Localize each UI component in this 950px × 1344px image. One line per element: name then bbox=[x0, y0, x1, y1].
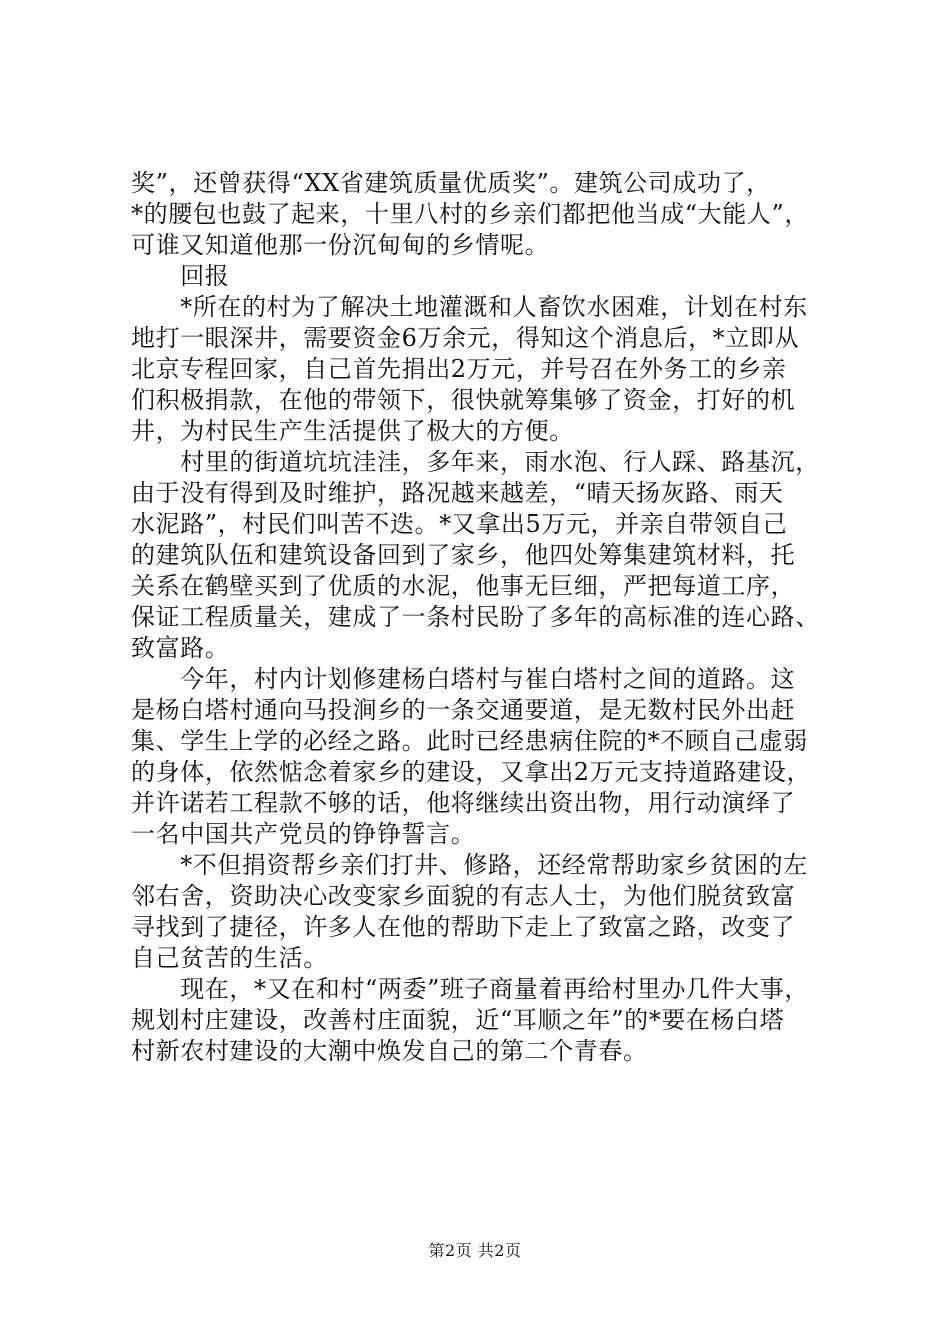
paragraph-well: *所在的村为了解决土地灌溉和人畜饮水困难，计划在村东 地打一眼深井，需要资金6万余元，得知这个消息后，*立即从 北京专程回家，自己首先捐出2万元，并号召在外务工的乡亲 们积极捐款，在他的带领下，很快就筹集够了资金，打好的机 井，为村民生产生活提供了极大的方便。 bbox=[131, 293, 808, 445]
paragraph-helping-neighbors: *不但捐资帮乡亲们打井、修路，还经常帮助家乡贫困的左 邻右舍，资助决心改变家乡面貌的有志人士，为他们脱贫致富 寻找到了捷径，许多人在他的帮助下走上了致富之路，改变了 自己贫苦的生活。 bbox=[131, 851, 808, 972]
paragraph-future-plans: 现在，*又在和村“两委”班子商量着再给村里办几件大事， 规划村庄建设，改善村庄面貌，近“耳顺之年”的*要在杨白塔 村新农村建设的大潮中焕发自己的第二个青春。 bbox=[131, 975, 809, 1065]
page-number-footer: 第2页 共2页 bbox=[428, 1241, 522, 1260]
paragraph-intro-continuation: 奖”，还曾获得“XX省建筑质量优质奖”。建筑公司成功了， *的腰包也鼓了起来，十里八村的乡亲们都把他当成“大能人”， 可谁又知道他那一份沉甸甸的乡情呢。 bbox=[131, 169, 809, 259]
document-body bbox=[131, 168, 846, 1067]
paragraph-new-road: 今年，村内计划修建杨白塔村与崔白塔村之间的道路。这 是杨白塔村通向马投涧乡的一条交通要道，是无数村民外出赶 集、学生上学的必经之路。此时已经患病住院的*不顾自己虚弱 的身体，依然惦念着家乡的建设，又拿出2万元支持道路建设， 并许诺若工程款不够的话，他将继续出资出物，用行动演绎了 一名中国共产党员的铮铮誓言。 bbox=[131, 665, 812, 848]
paragraph-street-road: 村里的街道坑坑洼洼，多年来，雨水泡、行人踩、路基沉， 由于没有得到及时维护，路况越来越差，“晴天扬灰路、雨天 水泥路”，村民们叫苦不迭。*又拿出5万元，并亲自带领自己 的建筑队伍和建筑设备回到了家乡，他四处筹集建筑材料，托 关系在鹤壁买到了优质的水泥，他事无巨细，严把每道工序， 保证工程质量关，建成了一条村民盼了多年的高标准的连心路、 致富路。 bbox=[131, 448, 820, 662]
section-heading-huibao: 回报 bbox=[131, 262, 230, 290]
